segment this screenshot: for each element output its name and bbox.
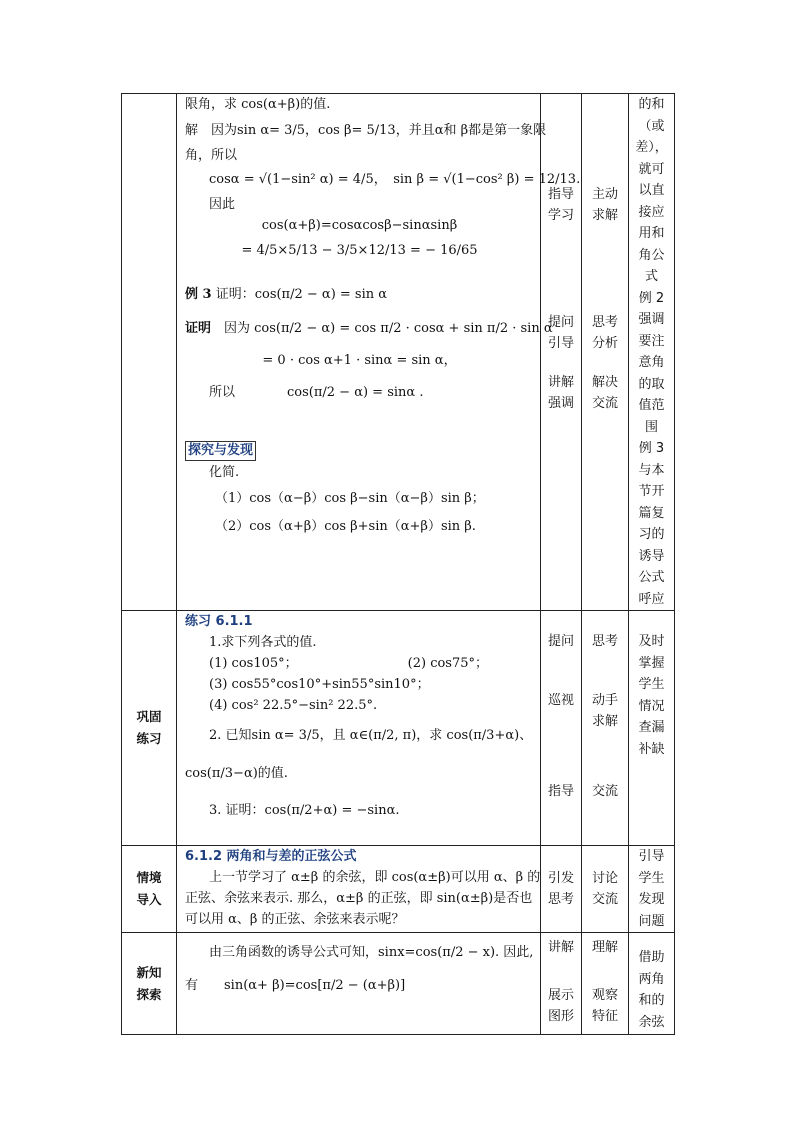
note-line: 用和	[638, 226, 665, 241]
note-line: 围	[644, 419, 658, 435]
text-line: 正弦、余弦来表示. 那么，α±β 的正弦，即 sin(α±β)是否也	[185, 891, 533, 906]
text-line: 可以用 α、β 的正弦、余弦来表示呢？	[185, 912, 405, 927]
teacher-activity: 图形	[547, 1009, 574, 1024]
teacher-activity-cell	[541, 846, 582, 933]
formula-line: = 4/5×5/13 − 3/5×12/13 = − 16/65	[241, 243, 478, 258]
stage-label: 巩固	[136, 709, 162, 724]
stage-label: 情境	[136, 870, 162, 885]
teacher-activity: 指导	[547, 784, 574, 799]
proof-label: 证明	[185, 321, 212, 336]
note-line: 及时	[638, 634, 665, 649]
student-activity: 求解	[591, 208, 618, 223]
table-row	[122, 933, 675, 1035]
design-note-cell	[629, 846, 675, 933]
note-line: 呼应	[638, 591, 665, 607]
formula-line: cos(α+β)=cosαcosβ−sinαsinβ	[261, 218, 458, 233]
note-line: 两角	[638, 971, 665, 987]
teacher-activity: 思考	[547, 892, 574, 907]
section-heading: 练习 6.1.1	[185, 614, 253, 629]
exercise-item: (2) cos75°；	[407, 656, 489, 671]
teacher-activity: 展示	[547, 988, 574, 1003]
teacher-activity-cell	[541, 933, 582, 1035]
student-activity: 交流	[591, 892, 618, 907]
exercise-line: 3. 证明：cos(π/2+α) = −sinα.	[209, 803, 400, 818]
teacher-activity: 讲解	[547, 940, 574, 955]
note-line: 与本	[638, 462, 665, 478]
content-cell	[177, 611, 541, 846]
stage-label: 新知	[136, 964, 162, 980]
note-line: 强调	[638, 312, 665, 327]
section-heading: 6.1.2 两角和与差的正弦公式	[185, 849, 357, 864]
explore-heading: 探究与发现	[185, 441, 256, 461]
teacher-activity: 引发	[547, 871, 574, 886]
student-activity: 讨论	[591, 871, 618, 886]
stage-cell	[122, 933, 177, 1035]
content-cell	[177, 846, 541, 933]
text-line: 限角，求 cos(α+β)的值.	[185, 97, 331, 112]
solution-line: 解 因为sin α= 3/5，cos β= 5/13，并且α和 β都是第一象限	[185, 123, 547, 138]
table-row	[122, 94, 675, 611]
formula-line: = 0 · cos α+1 · sinα = sin α，	[262, 353, 457, 368]
student-activity: 思考	[591, 315, 618, 330]
teacher-activity: 提问	[547, 634, 574, 649]
proof-line	[185, 312, 553, 346]
note-line: 例 2	[638, 290, 665, 306]
note-line: 习的	[638, 527, 665, 542]
exercise-line: （2）cos（α+β）cos β+sin（α+β）sin β.	[215, 519, 476, 534]
note-line: 值范	[638, 398, 665, 413]
teacher-activity: 强调	[547, 396, 574, 411]
exercise-line: （1）cos（α−β）cos β−sin（α−β）sin β；	[215, 491, 485, 506]
stage-label: 导入	[136, 892, 162, 907]
teacher-activity: 学习	[547, 208, 574, 223]
exercise-line	[185, 653, 534, 674]
note-line: 掌握	[638, 655, 665, 671]
note-line: 意角	[638, 355, 665, 370]
student-activity: 理解	[591, 940, 618, 955]
note-line: 接应	[638, 204, 665, 220]
note-line: 学生	[638, 870, 665, 886]
teacher-activity: 巡视	[547, 693, 574, 708]
student-activity: 特征	[591, 1009, 618, 1024]
note-line: 查漏	[638, 720, 665, 735]
formula-line: cosα = √(1−sin² α) = 4/5， sin β = √(1−cos² β) = 12/13.	[209, 172, 581, 187]
example-label: 例 3	[185, 287, 212, 302]
note-line: 角公	[638, 247, 665, 263]
formula-line: 所以 cos(π/2 − α) = sinα .	[209, 385, 424, 400]
student-activity-cell	[582, 94, 629, 611]
lesson-table	[121, 93, 675, 1035]
exercise-line: (4) cos² 22.5°−sin² 22.5°.	[209, 698, 378, 713]
text-line: 化简.	[209, 465, 240, 480]
note-line: 例 3	[638, 441, 665, 456]
exercise-line: (3) cos55°cos10°+sin55°sin10°；	[209, 677, 430, 692]
note-line: 补缺	[638, 741, 665, 757]
note-line: 情况	[638, 698, 665, 714]
student-activity: 求解	[591, 714, 618, 729]
text-line: 上一节学习了 α±β 的余弦，即 cos(α±β)可以用 α、β 的	[209, 870, 541, 885]
note-line: 借助	[638, 950, 665, 965]
lesson-plan-page	[121, 93, 674, 1035]
exercise-line: 1.求下列各式的值.	[209, 635, 317, 650]
table-row	[122, 611, 675, 846]
text-line: 由三角函数的诱导公式可知，sinx=cos(π/2 − x). 因此,	[209, 945, 534, 960]
student-activity: 交流	[591, 396, 618, 411]
note-line: 差），	[635, 140, 668, 155]
text-line: 因此	[209, 197, 236, 212]
student-activity: 主动	[591, 187, 618, 202]
teacher-activity: 指导	[547, 187, 574, 202]
note-line: （或	[638, 118, 665, 134]
student-activity: 分析	[591, 336, 618, 351]
proof-text: 因为 cos(π/2 − α) = cos π/2 · cosα + sin π/2 · sin α	[211, 321, 553, 336]
note-line: 就可	[638, 161, 665, 177]
student-activity: 解决	[591, 375, 618, 390]
student-activity: 思考	[591, 634, 618, 649]
design-note-cell	[629, 94, 675, 611]
note-line: 引导	[638, 849, 665, 864]
design-note-cell	[629, 611, 675, 846]
exercise-item: (1) cos105°；	[209, 656, 298, 671]
example-line	[185, 278, 534, 312]
content-cell	[177, 933, 541, 1035]
student-activity: 动手	[591, 693, 618, 708]
note-line: 以直	[638, 183, 665, 198]
teacher-activity: 引导	[547, 336, 574, 351]
example-text: 证明：cos(π/2 − α) = sin α	[211, 287, 388, 302]
note-line: 的和	[638, 97, 665, 112]
student-activity-cell	[582, 933, 629, 1035]
formula-line: 有 sin(α+ β)=cos[π/2 − (α+β)]	[185, 978, 406, 993]
text-line: 角，所以	[185, 148, 238, 163]
note-line: 公式	[638, 570, 665, 585]
stage-cell	[122, 611, 177, 846]
student-activity: 交流	[591, 784, 618, 799]
table-row	[122, 846, 675, 933]
explore-heading-line	[185, 440, 534, 461]
note-line: 式	[644, 269, 658, 284]
note-line: 学生	[638, 677, 665, 692]
note-line: 和的	[638, 993, 665, 1008]
student-activity-cell	[582, 846, 629, 933]
stage-cell	[122, 846, 177, 933]
note-line: 篇复	[638, 505, 665, 521]
exercise-line: 2. 已知sin α= 3/5，且 α∈(π/2, π)，求 cos(π/3+α)、	[209, 728, 533, 743]
note-line: 的取	[638, 376, 665, 392]
stage-label: 探索	[136, 986, 162, 1002]
note-line: 发现	[638, 892, 665, 907]
note-line: 余弦	[638, 1014, 665, 1030]
stage-cell	[122, 94, 177, 611]
note-line: 要注	[638, 333, 665, 349]
student-activity-cell	[582, 611, 629, 846]
stage-label: 练习	[136, 731, 162, 746]
teacher-activity: 提问	[547, 315, 574, 330]
note-line: 问题	[638, 913, 665, 929]
teacher-activity-cell	[541, 611, 582, 846]
student-activity: 观察	[591, 988, 618, 1003]
note-line: 节开	[638, 484, 665, 499]
design-note-cell	[629, 933, 675, 1035]
teacher-activity: 讲解	[547, 375, 574, 390]
note-line: 诱导	[638, 548, 665, 564]
exercise-line: cos(π/3−α)的值.	[185, 766, 288, 781]
